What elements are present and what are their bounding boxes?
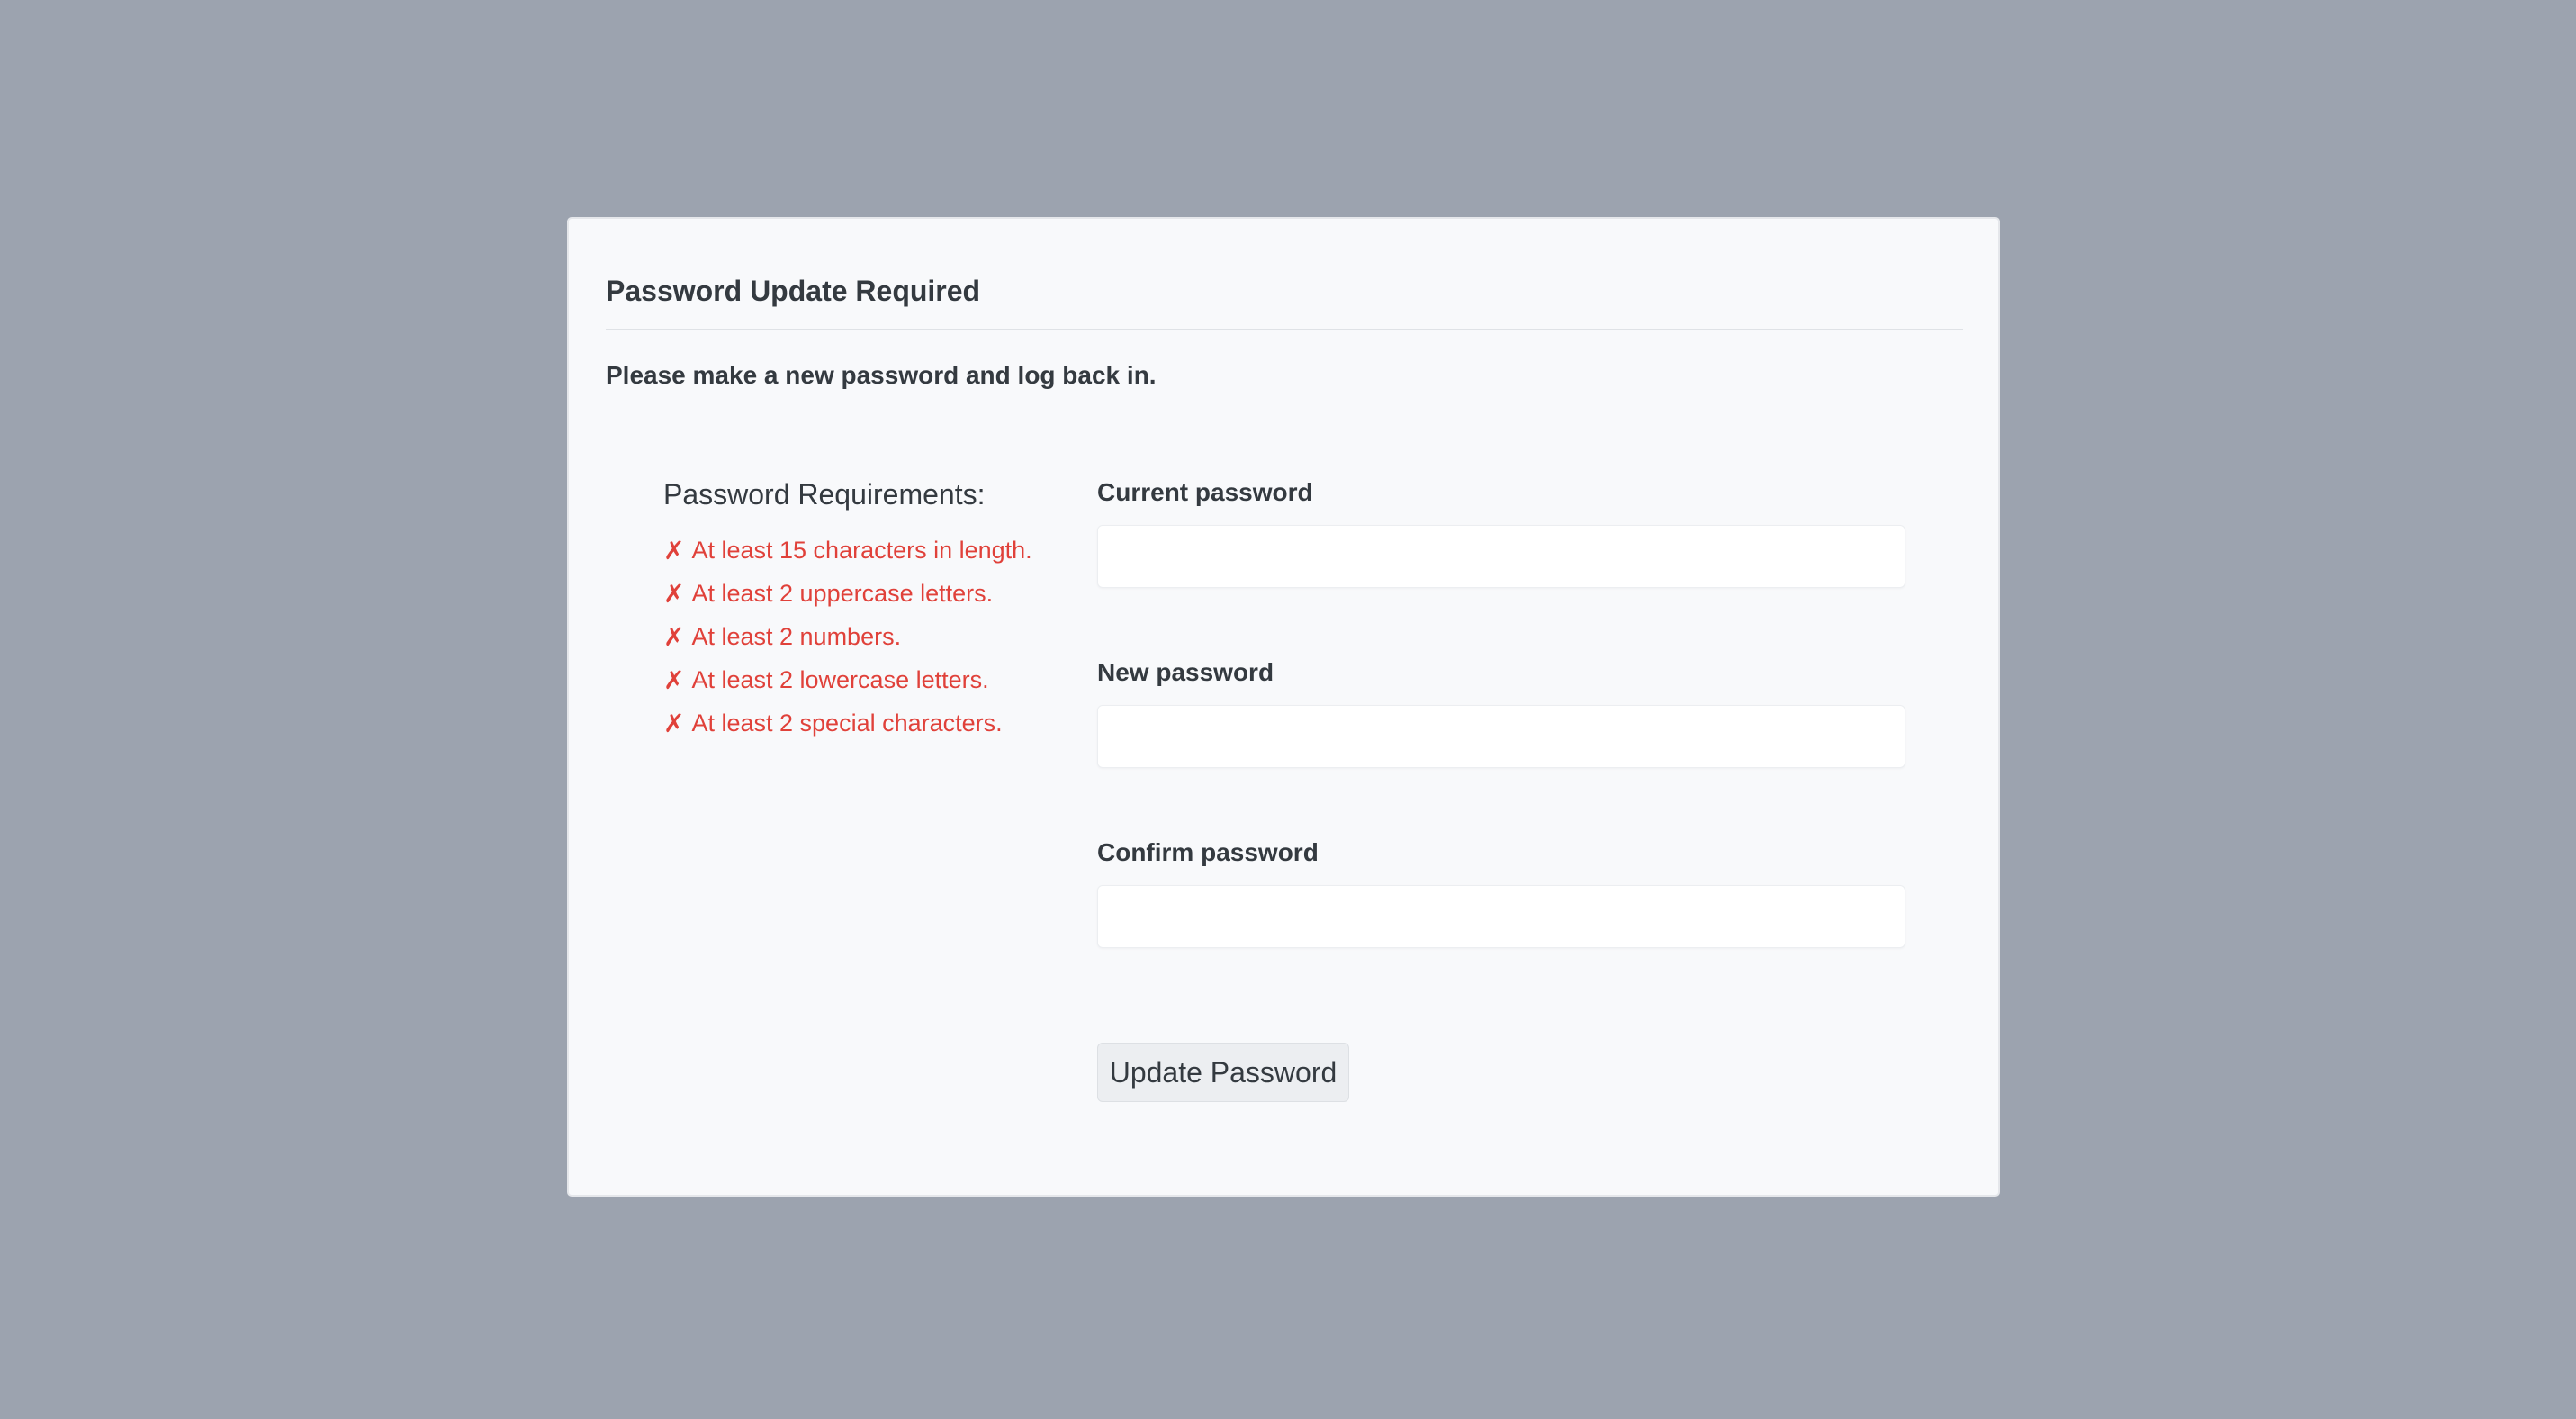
requirements-list bbox=[663, 529, 1077, 745]
requirement-item bbox=[663, 658, 1077, 701]
confirm-password-field bbox=[1097, 835, 1905, 1015]
x-mark-icon: ✗ bbox=[663, 578, 685, 609]
new-password-input[interactable] bbox=[1097, 705, 1905, 768]
current-password-label: Current password bbox=[1097, 478, 1313, 506]
password-update-modal bbox=[567, 217, 2000, 1197]
x-mark-icon: ✗ bbox=[663, 535, 685, 565]
current-password-field bbox=[1097, 475, 1905, 655]
modal-title: Password Update Required bbox=[606, 275, 981, 307]
x-mark-icon: ✗ bbox=[663, 708, 685, 738]
requirement-item bbox=[663, 572, 1077, 615]
requirement-item bbox=[663, 701, 1077, 745]
requirement-item bbox=[663, 529, 1077, 572]
modal-subtitle: Please make a new password and log back in. bbox=[606, 361, 1157, 389]
password-requirements-panel bbox=[663, 476, 1077, 745]
new-password-label: New password bbox=[1097, 658, 1274, 686]
confirm-password-input[interactable] bbox=[1097, 885, 1905, 948]
x-mark-icon: ✗ bbox=[663, 664, 685, 695]
password-form bbox=[1097, 475, 1905, 1015]
title-divider bbox=[606, 329, 1963, 330]
new-password-field bbox=[1097, 655, 1905, 835]
x-mark-icon: ✗ bbox=[663, 621, 685, 652]
requirement-text: At least 2 lowercase letters. bbox=[691, 665, 989, 693]
update-password-button[interactable]: Update Password bbox=[1097, 1043, 1349, 1102]
confirm-password-label: Confirm password bbox=[1097, 838, 1319, 866]
current-password-input[interactable] bbox=[1097, 525, 1905, 588]
requirement-text: At least 2 uppercase letters. bbox=[691, 579, 994, 607]
requirements-heading: Password Requirements: bbox=[663, 478, 986, 511]
requirement-text: At least 2 special characters. bbox=[691, 709, 1003, 737]
requirement-item bbox=[663, 615, 1077, 658]
requirement-text: At least 2 numbers. bbox=[691, 622, 902, 650]
requirement-text: At least 15 characters in length. bbox=[691, 536, 1032, 564]
